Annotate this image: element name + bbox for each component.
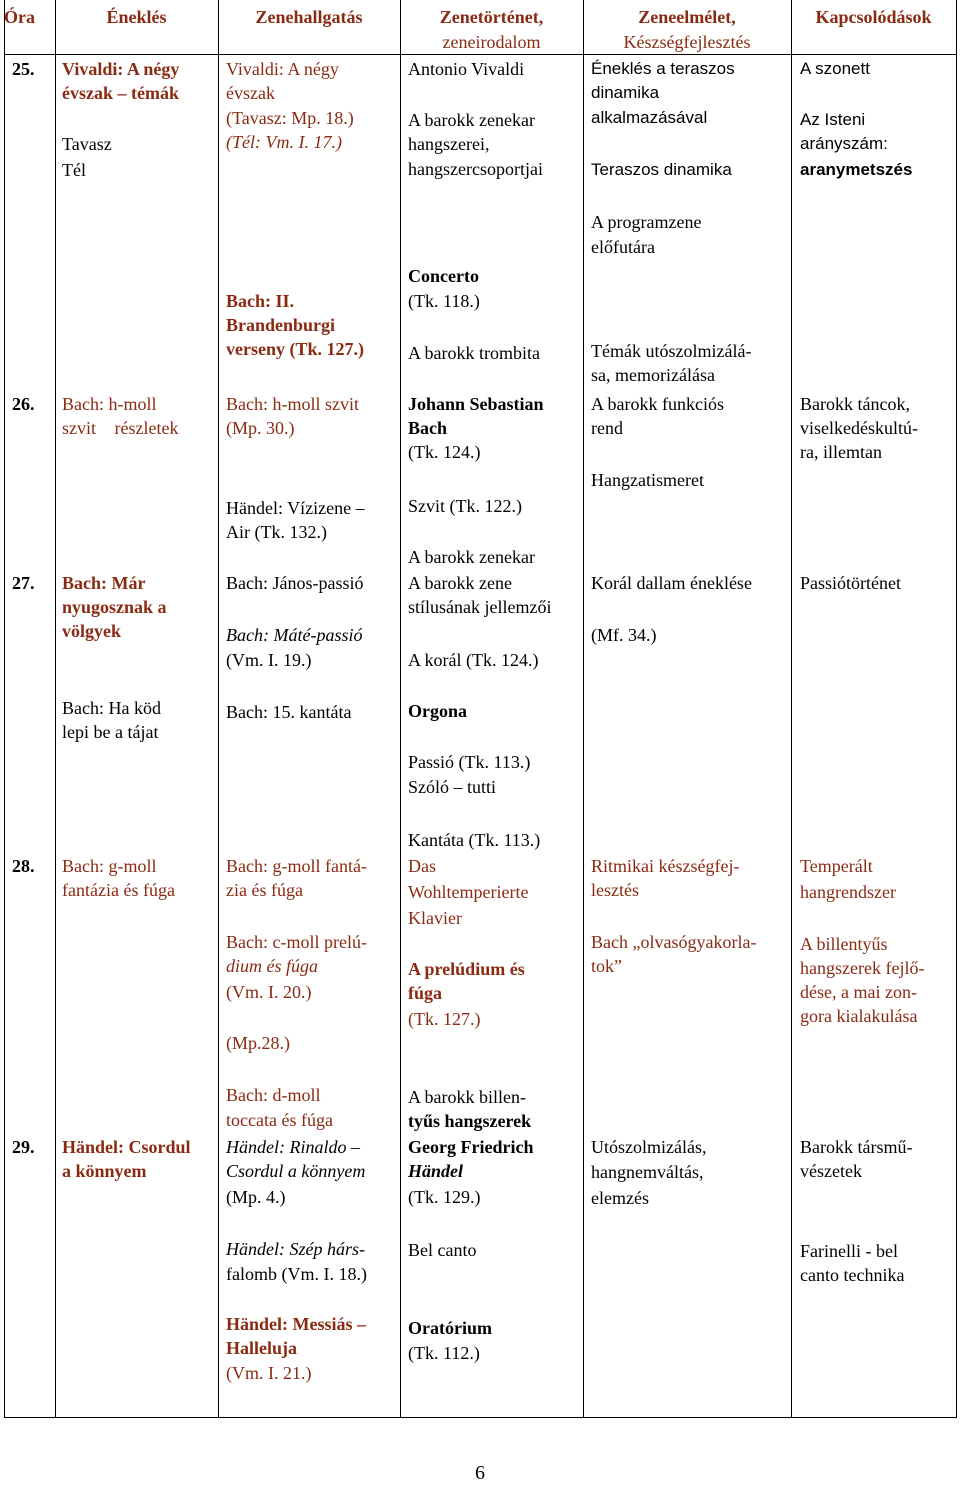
- r27-song-2: nyugosznak a: [62, 597, 167, 617]
- r25-connection-4: aranymetszés: [800, 160, 913, 179]
- r26-listening-3: Händel: Vízizene –: [226, 498, 365, 518]
- r26-history-2: Bach: [408, 418, 448, 438]
- r25-listening-2: évszak: [226, 83, 275, 103]
- r25-song-4: Tél: [62, 160, 86, 180]
- column-divider-3: [400, 0, 401, 1418]
- r29-history-1: A barokk billen-: [408, 1087, 526, 1107]
- table-border-bottom: [4, 1417, 956, 1418]
- r25b-listening-2: Brandenburgi: [226, 315, 336, 335]
- r26-connection-1: Barokk táncok,: [800, 394, 910, 414]
- header-zenetortenet-line2: zeneirodalom: [442, 32, 541, 52]
- r28-listening-6: (Mp.28.): [226, 1033, 290, 1053]
- r25-connection-1: A szonett: [800, 59, 870, 78]
- r28-connection-1: Temperált: [800, 856, 873, 876]
- r29-history-5: (Tk. 129.): [408, 1187, 481, 1207]
- r25-history-1: Antonio Vivaldi: [408, 59, 525, 79]
- r29-listening-4: Csordul a könnyem: [226, 1161, 366, 1181]
- r25-listening-3: (Tavasz: Mp. 18.): [226, 108, 354, 128]
- column-divider-4: [583, 0, 584, 1418]
- r27-history-4: Orgona: [408, 701, 468, 721]
- r26-history-1: Johann Sebastian: [408, 394, 544, 414]
- r25b-theory-2: előfutára: [591, 237, 655, 257]
- r29-history-7: Oratórium: [408, 1318, 492, 1338]
- r29-connection-1: Barokk társmű-: [800, 1137, 913, 1157]
- r25-theory-3: alkalmazásával: [591, 108, 708, 127]
- r25b-history-2: (Tk. 118.): [408, 291, 480, 311]
- r27-connection-1: Passiótörténet: [800, 573, 901, 593]
- r29-history-6: Bel canto: [408, 1240, 477, 1260]
- r29-listening-3: Händel: Rinaldo –: [226, 1137, 360, 1157]
- r26-theory-3: Hangzatismeret: [591, 470, 704, 490]
- column-divider-1: [55, 0, 56, 1418]
- r29-theory-1: Utószolmizálás,: [591, 1137, 707, 1157]
- lesson-number-27: 27.: [12, 573, 35, 593]
- r27-listening-1: Bach: János-passió: [226, 573, 364, 593]
- r29-connection-4: canto technika: [800, 1265, 905, 1285]
- r27-listening-2: Bach: Máté-passió: [226, 625, 363, 645]
- r28-listening-5: (Vm. I. 20.): [226, 982, 312, 1002]
- r29-listening-2: toccata és fúga: [226, 1110, 333, 1130]
- r26-theory-2: rend: [591, 418, 623, 438]
- r28-connection-6: gora kialakulása: [800, 1006, 918, 1026]
- r28-history-4: A prelúdium és: [408, 959, 525, 979]
- page-number: 6: [475, 1462, 485, 1484]
- r29-connection-2: vészetek: [800, 1161, 862, 1181]
- r25b-theory-3: Témák utószolmizálá-: [591, 341, 752, 361]
- header-kapcsolodasok: Kapcsolódások: [815, 7, 932, 27]
- r29-song-2: a könnyem: [62, 1161, 147, 1181]
- r25-connection-3: arányszám:: [800, 134, 888, 153]
- r29-history-2: tyűs hangszerek: [408, 1111, 532, 1131]
- r28-history-5: fúga: [408, 983, 443, 1003]
- r28-listening-3: Bach: c-moll prelú-: [226, 932, 367, 952]
- r27-history-1: A barokk zene: [408, 573, 512, 593]
- r26-song-2: szvit részletek: [62, 418, 179, 438]
- r27-song-5: lepi be a tájat: [62, 722, 159, 742]
- r27-history-6: Szóló – tutti: [408, 777, 497, 797]
- r26-listening-4: Air (Tk. 132.): [226, 522, 327, 542]
- r28-theory-3: Bach „olvasógyakorla-: [591, 932, 757, 952]
- r29-theory-3: elemzés: [591, 1188, 649, 1208]
- r27-history-7: Kantáta (Tk. 113.): [408, 830, 541, 850]
- lesson-number-26: 26.: [12, 394, 35, 414]
- r26-listening-2: (Mp. 30.): [226, 418, 295, 438]
- header-zenetortenet-line1: Zenetörténet,: [439, 7, 544, 27]
- column-divider-2: [218, 0, 219, 1418]
- r28-song-1: Bach: g-moll: [62, 856, 157, 876]
- r26-song-1: Bach: h-moll: [62, 394, 157, 414]
- r25-theory-4: Teraszos dinamika: [591, 160, 732, 179]
- header-ora: Óra: [4, 7, 35, 27]
- lesson-number-28: 28.: [12, 856, 35, 876]
- r27-song-3: völgyek: [62, 621, 122, 641]
- r29-theory-2: hangnemváltás,: [591, 1162, 704, 1182]
- r27-theory-2: (Mf. 34.): [591, 625, 657, 645]
- r29-listening-5: (Mp. 4.): [226, 1187, 286, 1207]
- r27-history-3: A korál (Tk. 124.): [408, 650, 539, 670]
- header-zenehallgatas: Zenehallgatás: [255, 7, 363, 27]
- r25-history-3: hangszerei,: [408, 134, 490, 154]
- r25-song-1: Vivaldi: A négy: [62, 59, 180, 79]
- table-border-left: [4, 0, 5, 1418]
- r29-listening-7: falomb (Vm. I. 18.): [226, 1264, 367, 1284]
- r25-theory-1: Éneklés a teraszos: [591, 59, 735, 78]
- r27-song-4: Bach: Ha köd: [62, 698, 161, 718]
- r29-listening-6: Händel: Szép hárs-: [226, 1239, 365, 1259]
- r29-listening-10: (Vm. I. 21.): [226, 1363, 312, 1383]
- r28-listening-2: zia és fúga: [226, 880, 303, 900]
- r26-listening-1: Bach: h-moll szvit: [226, 394, 359, 414]
- lesson-number-25: 25.: [12, 59, 35, 79]
- lesson-number-29: 29.: [12, 1137, 35, 1157]
- r27-listening-3: (Vm. I. 19.): [226, 650, 312, 670]
- r29-history-4: Händel: [408, 1161, 464, 1181]
- r27-theory-1: Korál dallam éneklése: [591, 573, 752, 593]
- r25-song-2: évszak – témák: [62, 83, 179, 103]
- r27-history-5: Passió (Tk. 113.): [408, 752, 531, 772]
- r27-listening-4: Bach: 15. kantáta: [226, 702, 352, 722]
- r26-connection-3: ra, illemtan: [800, 442, 882, 462]
- r25b-theory-4: sa, memorizálása: [591, 365, 715, 385]
- r28-history-2: Wohltemperierte: [408, 882, 529, 902]
- column-divider-5: [791, 0, 792, 1418]
- r25-history-2: A barokk zenekar: [408, 110, 535, 130]
- r29-listening-9: Halleluja: [226, 1338, 297, 1358]
- r25b-history-3: A barokk trombita: [408, 343, 540, 363]
- r27-song-1: Bach: Már: [62, 573, 146, 593]
- header-enekles: Éneklés: [106, 7, 167, 27]
- r25-listening-1: Vivaldi: A négy: [226, 59, 339, 79]
- r28-connection-4: hangszerek fejlő-: [800, 958, 925, 978]
- header-zeneelmelet-line1: Zeneelmélet,: [638, 7, 736, 27]
- r26-history-3: (Tk. 124.): [408, 442, 481, 462]
- r27-history-2: stílusának jellemzői: [408, 597, 552, 617]
- r26-connection-2: viselkedéskultú-: [800, 418, 918, 438]
- r25-song-3: Tavasz: [62, 134, 112, 154]
- r28-connection-5: dése, a mai zon-: [800, 982, 917, 1002]
- r25-theory-2: dinamika: [591, 83, 660, 102]
- r28-history-1: Das: [408, 856, 436, 876]
- r29-song-1: Händel: Csordul: [62, 1137, 191, 1157]
- r26-theory-1: A barokk funkciós: [591, 394, 724, 414]
- header-zeneelmelet-line2: Készségfejlesztés: [623, 32, 751, 52]
- r28-theory-1: Ritmikai készségfej-: [591, 856, 740, 876]
- r28-theory-2: lesztés: [591, 880, 639, 900]
- table-border-right: [956, 0, 957, 1418]
- r25b-listening-3: verseny (Tk. 127.): [226, 339, 364, 359]
- r25-history-4: hangszercsoportjai: [408, 159, 543, 179]
- r26-history-5: A barokk zenekar: [408, 547, 535, 567]
- r28-theory-4: tok”: [591, 956, 622, 976]
- r25-connection-2: Az Isteni: [800, 110, 866, 129]
- r25-listening-4: (Tél: Vm. I. 17.): [226, 132, 342, 152]
- r29-listening-1: Bach: d-moll: [226, 1085, 321, 1105]
- r28-history-3: Klavier: [408, 908, 462, 928]
- r29-history-8: (Tk. 112.): [408, 1343, 480, 1363]
- r26-history-4: Szvit (Tk. 122.): [408, 496, 522, 516]
- r25b-history-1: Concerto: [408, 266, 479, 286]
- r28-history-6: (Tk. 127.): [408, 1009, 481, 1029]
- r29-history-3: Georg Friedrich: [408, 1137, 534, 1157]
- r28-listening-4: dium és fúga: [226, 956, 318, 976]
- r28-listening-1: Bach: g-moll fantá-: [226, 856, 367, 876]
- r25b-listening-1: Bach: II.: [226, 291, 295, 311]
- r28-connection-3: A billentyűs: [800, 934, 888, 954]
- r29-connection-3: Farinelli - bel: [800, 1241, 898, 1261]
- r29-listening-8: Händel: Messiás –: [226, 1314, 367, 1334]
- r28-connection-2: hangrendszer: [800, 882, 896, 902]
- r28-song-2: fantázia és fúga: [62, 880, 175, 900]
- r25b-theory-1: A programzene: [591, 212, 702, 232]
